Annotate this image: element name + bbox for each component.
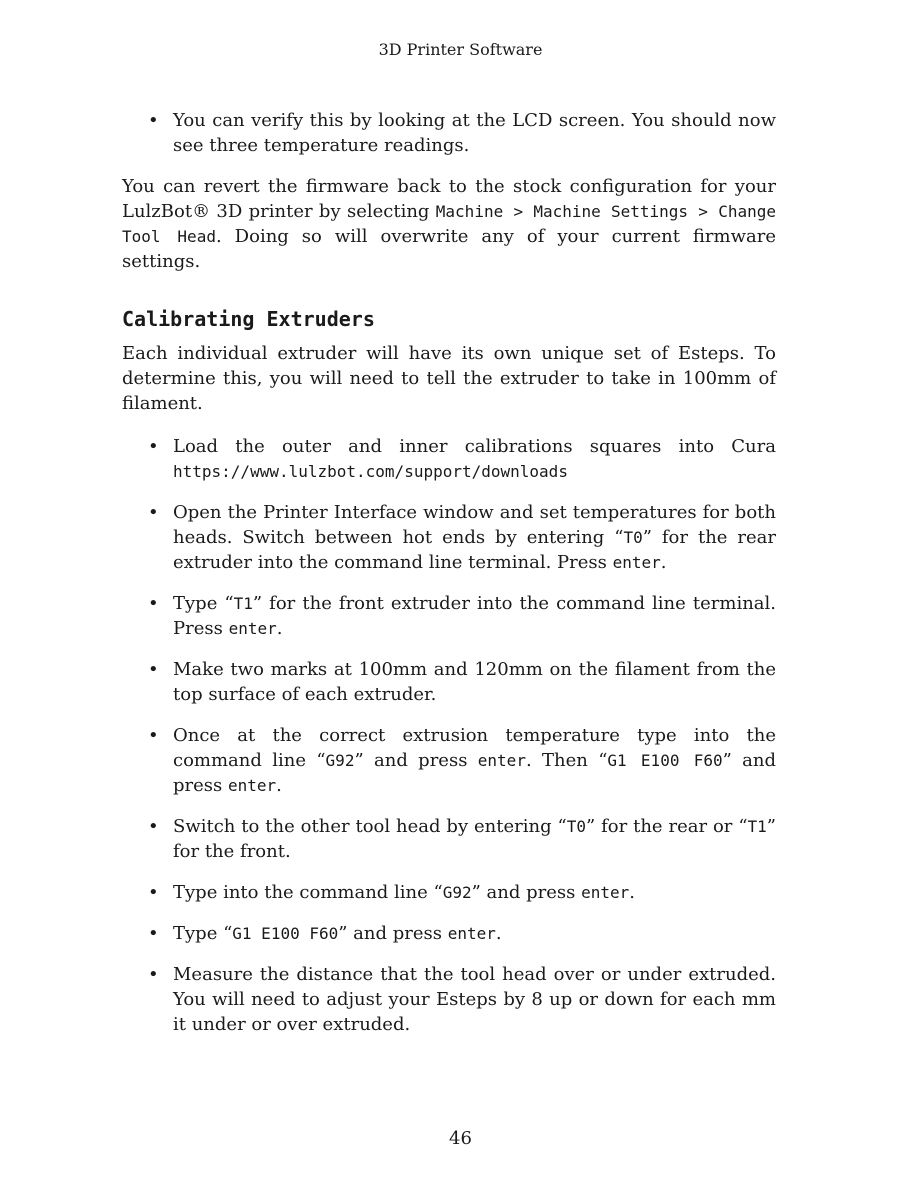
step-text: Switch to the other tool head by entering “	[173, 816, 567, 837]
step-text: .	[629, 882, 635, 903]
inline-code: enter	[581, 883, 630, 902]
step-text: Once at the correct extrusion temperature type into the command line “	[173, 725, 776, 771]
inline-code: T0	[566, 817, 586, 836]
inline-code: T0	[623, 528, 643, 547]
step-text: Open the Printer Interface window and set temperatures for both heads. Switch between hot ends by entering “	[173, 502, 776, 548]
inline-code: T1	[747, 817, 767, 836]
step-text: ” and press	[173, 750, 776, 796]
step-text: ” and press	[354, 750, 478, 771]
step-text: Load the outer and inner calibrations squares into Cura	[173, 436, 776, 457]
step-text: Make two marks at 100mm and 120mm on the filament from the top surface of each extruder.	[173, 659, 776, 705]
page-number: 46	[449, 1128, 472, 1149]
step-text: .	[495, 923, 502, 944]
step-text: ” for the rear or “	[586, 816, 748, 837]
inline-code: G92	[442, 883, 472, 902]
running-header: 3D Printer Software	[378, 40, 543, 59]
step-list-item	[122, 723, 776, 798]
inline-code: enter	[228, 619, 277, 638]
step-text: Type into the command line “	[173, 882, 443, 903]
inline-code: G1 E100 F60	[232, 924, 339, 943]
bullet-icon: •	[148, 593, 159, 614]
step-text: Type “	[173, 593, 234, 614]
page-content	[122, 108, 776, 1037]
step-text: . Then “	[525, 750, 608, 771]
intro-bullet	[122, 108, 776, 158]
step-text: ” for the rear extruder into the command line terminal. Press	[173, 527, 776, 573]
steps-list	[122, 434, 776, 1037]
step-list-item	[122, 657, 776, 707]
bullet-icon: •	[148, 659, 159, 680]
bullet-icon: •	[148, 882, 159, 903]
step-text: ” for the front.	[173, 816, 776, 862]
inline-code: enter	[227, 776, 277, 795]
revert-text-before: You can revert the firmware back to the stock configuration for your LulzBot® 3D printer by selecting	[122, 176, 776, 222]
intro-bullet-text: You can verify this by looking at the LCD screen. You should now see three temperature readings.	[173, 110, 776, 156]
revert-text-after: . Doing so will overwrite any of your current firmware settings.	[122, 226, 776, 272]
step-text: ” and press	[338, 923, 448, 944]
inline-code: T1	[233, 594, 253, 613]
bullet-icon: •	[148, 923, 159, 944]
step-text: Measure the distance that the tool head over or under extruded. You will need to adjust your Esteps by 8 up or down for each mm it under or over extruded.	[173, 964, 776, 1035]
bullet-icon: •	[148, 816, 159, 837]
step-text: Type “	[173, 923, 233, 944]
bullet-icon: •	[148, 725, 159, 746]
step-text: .	[276, 618, 283, 639]
step-text: ” for the front extruder into the command line terminal. Press	[173, 593, 776, 639]
inline-code: enter	[612, 553, 661, 572]
bullet-icon: •	[148, 502, 159, 523]
inline-code: G92	[325, 751, 355, 770]
step-list-item	[122, 921, 776, 946]
inline-code: enter	[477, 751, 526, 770]
inline-code: enter	[447, 924, 496, 943]
step-list-item	[122, 500, 776, 575]
step-list-item	[122, 880, 776, 905]
step-list-item	[122, 962, 776, 1037]
bullet-icon: •	[148, 964, 159, 985]
step-list-item	[122, 591, 776, 641]
bullet-icon: •	[148, 110, 159, 131]
step-text: .	[660, 552, 667, 573]
step-list-item	[122, 814, 776, 864]
bullet-icon: •	[148, 436, 159, 457]
step-text: ” and press	[471, 882, 582, 903]
section-intro: Each individual extruder will have its own unique set of Esteps. To determine this, you will need to tell the extruder to take in 100mm of filament.	[122, 343, 776, 414]
inline-code: https://www.lulzbot.com/support/downloads	[173, 462, 568, 481]
revert-paragraph	[122, 174, 776, 274]
step-list-item	[122, 434, 776, 484]
step-text: .	[276, 775, 282, 796]
menu-path-code: Machine > Machine Settings > Change Tool Head	[122, 202, 776, 246]
section-heading: Calibrating Extruders	[122, 307, 375, 331]
inline-code: G1 E100 F60	[607, 751, 723, 770]
